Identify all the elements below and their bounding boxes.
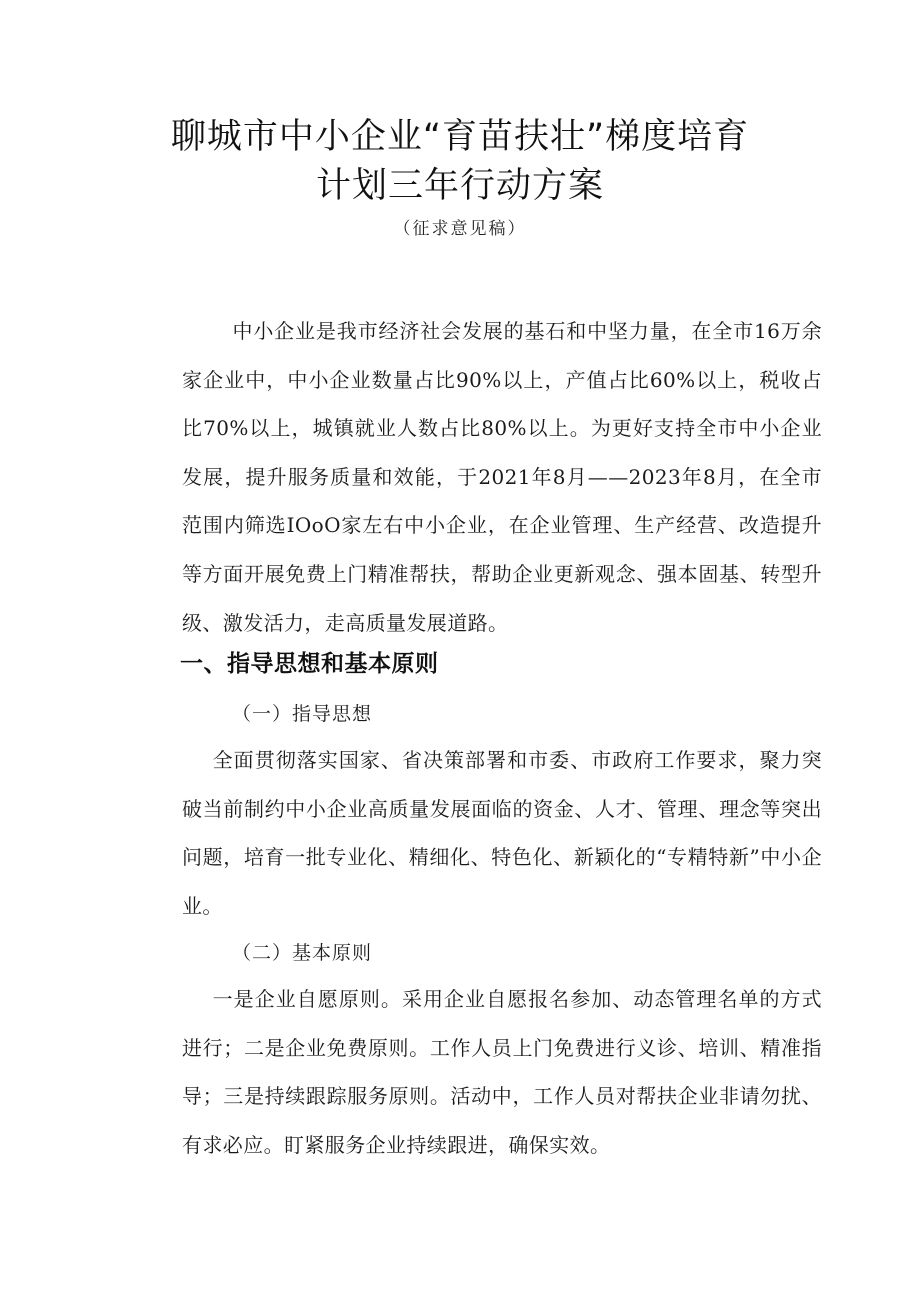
basic-principles-text: 一是企业自愿原则。采用企业自愿报名参加、动态管理名单的方式进行；二是企业免费原则。工作人员上门免费进行义诊、培训、精准指导；三是持续跟踪服务原则。活动中，工作人员对帮扶企业非请勿扰、有求必应。盯紧服务企业持续跟进，确保实效。 bbox=[182, 987, 822, 1157]
section-heading-guiding-principles: 一、指导思想和基本原则 bbox=[180, 651, 439, 677]
guiding-ideology-text: 全面贯彻落实国家、省决策部署和市委、市政府工作要求，聚力突破当前制约中小企业高质量发展面临的资金、人才、管理、理念等突出问题，培育一批专业化、精细化、特色化、新颖化的“专精特新”中小企业。 bbox=[182, 748, 822, 918]
intro-paragraph bbox=[182, 307, 822, 647]
document-subtitle: （征求意见稿） bbox=[393, 219, 527, 239]
document-title-line-2: 计划三年行动方案 bbox=[315, 166, 604, 206]
intro-paragraph-text: 中小企业是我市经济社会发展的基石和中坚力量，在全市16万余家企业中，中小企业数量占比90%以上，产值占比60%以上，税收占比70%以上，城镇就业人数占比80%以上。为更好支持全市中小企业发展，提升服务质量和效能，于2021年8月——2023年8月，在全市范围内筛选IOoO家左右中小企业，在企业管理、生产经营、改造提升等方面开展免费上门精准帮扶，帮助企业更新观念、强本固基、转型升级、激发活力，走高质量发展道路。 bbox=[182, 319, 822, 635]
basic-principles-paragraph bbox=[182, 975, 822, 1169]
guiding-ideology-paragraph bbox=[182, 736, 822, 930]
subsection-heading-basic-principles: （二）基本原则 bbox=[232, 942, 373, 964]
document-title-line-1: 聊城市中小企业“育苗扶壮”梯度培育 bbox=[170, 117, 750, 157]
subsection-heading-guiding-ideology: （一）指导思想 bbox=[232, 703, 373, 725]
